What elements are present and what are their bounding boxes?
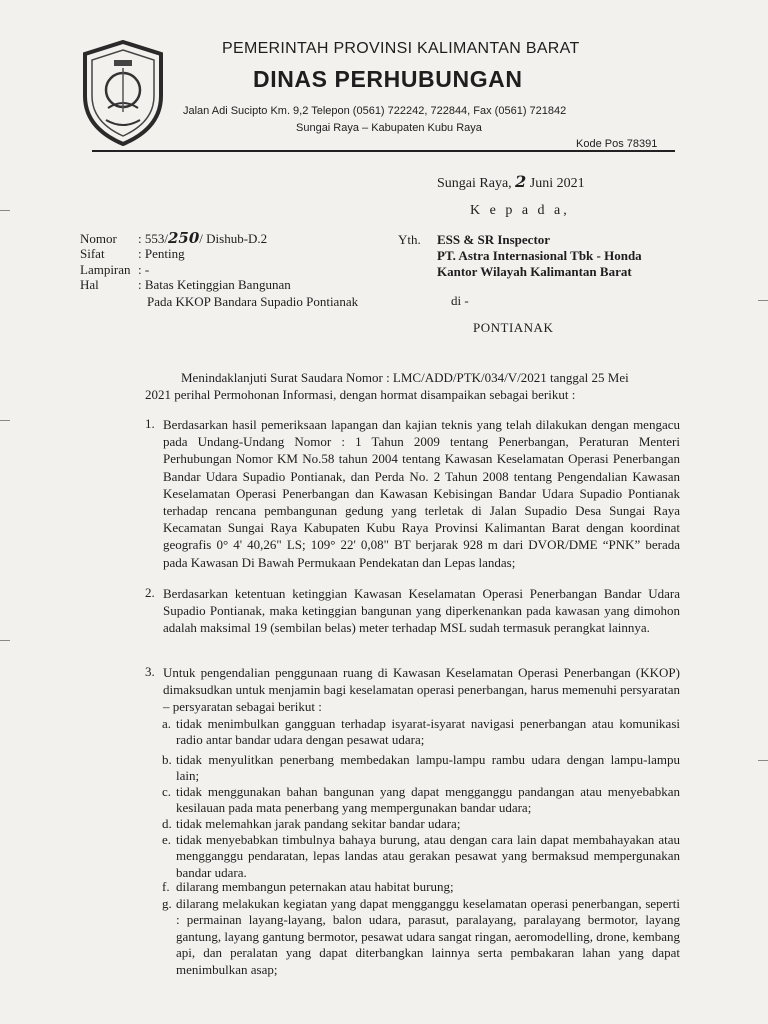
meta-lampiran bbox=[80, 262, 149, 278]
item-g-text: dilarang melakukan kegiatan yang dapat mengganggu keselamatan operasi penerbangan, seperti : permainan layang-layang, balon udara, parasut, paralayang, paralayang bermotor, layang gantung, layang gantung bermotor, pesawat udara sangat ringan, aeromodelling, drone, kembang api, dan peralatan yang dapat diterbangkan lainnya serta pembakaran lahan yang dapat menimbulkan asap; bbox=[176, 896, 680, 977]
letterhead-postal-code: Kode Pos 78391 bbox=[576, 138, 658, 150]
lampiran-label: Lampiran bbox=[80, 262, 131, 277]
item-c-text: tidak menggunakan bahan bangunan yang dapat mengganggu pandangan atau menyebabkan kesilauan pada mata penerbang yang mempergunakan bandar udara; bbox=[176, 784, 680, 816]
point3-text: Untuk pengendalian penggunaan ruang di Kawasan Keselamatan Operasi Penerbangan (KKOP) dimaksudkan untuk menjamin bagi keselamatan operasi penerbangan, harus memenuhi persyaratan – persyaratan sebagai berikut : bbox=[163, 665, 680, 715]
item-f-letter: f. bbox=[162, 879, 170, 894]
item-a-letter: a. bbox=[162, 716, 172, 731]
point1-number: 1. bbox=[145, 416, 155, 431]
intro-line2: 2021 perihal Permohonan Informasi, dengan hormat disampaikan sebagai berikut : bbox=[145, 387, 576, 402]
item-e-text: tidak menyebabkan timbulnya bahaya burung, atau dengan cara lain dapat membahayakan atau mengganggu pendaratan, lepas landas atau gerakan pesawat yang bermaksud mempergunakan bandar udara. bbox=[176, 832, 680, 880]
point1-text: Berdasarkan hasil pemeriksaan lapangan dan kajian teknis yang telah dilakukan dengan mengacu pada Undang-Undang Nomor : 1 Tahun 2009 tentang Penerbangan, Peraturan Menteri Perhubungan Nomor KM No.58 tahun 2004 tentang Kawasan Keselamatan Operasi Penerbangan Bandar Udara Supadio Pontianak, dan Perda No. 2 Tahun 2008 tentang Pengendalian Kawasan Keselamatan Operasi Penerbangan dan Kawasan Kebisingan Bandar Udara Supadio Pontianak terhadap rencana pembangunan gedung yang terletak di Jalan Supadio Desa Sungai Raya Kecamatan Sungai Raya Kabupaten Kubu Raya Provinsi Kalimantan Barat dengan koordinat geografis 0° 4' 40,26" LS; 109° 22' 0,08" BT berjarak 928 m dari DVOR/DME “PNK” berada pada Kawasan Di Bawah Permukaan Pendekatan dan Lepas landas; bbox=[163, 417, 680, 570]
recipient-di: di - bbox=[451, 293, 469, 308]
provincial-emblem-icon bbox=[78, 38, 168, 148]
binder-mark bbox=[758, 760, 768, 761]
meta-nomor bbox=[80, 229, 267, 247]
item-b-text: tidak menyulitkan penerbang membedakan lampu-lampu rambu udara dengan lampu-lampu lain; bbox=[176, 752, 680, 784]
binder-mark bbox=[0, 210, 10, 211]
meta-hal bbox=[80, 277, 291, 293]
letterhead-department: DINAS PERHUBUNGAN bbox=[253, 66, 523, 92]
nomor-handwritten: 250 bbox=[167, 229, 200, 247]
sifat-value: : Penting bbox=[138, 246, 185, 261]
letterhead-rule bbox=[92, 150, 675, 152]
binder-mark bbox=[0, 640, 10, 641]
item-f-text: dilarang membangun peternakan atau habitat burung; bbox=[176, 879, 454, 894]
item-c-letter: c. bbox=[162, 784, 172, 799]
binder-mark bbox=[0, 420, 10, 421]
item-g-letter: g. bbox=[162, 896, 172, 911]
hal-value: : Batas Ketinggian Bangunan bbox=[138, 277, 291, 292]
meta-sifat bbox=[80, 246, 185, 262]
lampiran-value: : - bbox=[138, 262, 150, 277]
date-month-year: Juni 2021 bbox=[529, 176, 585, 191]
item-e-letter: e. bbox=[162, 832, 172, 847]
date-place: Sungai Raya, bbox=[437, 176, 512, 191]
nomor-label: Nomor bbox=[80, 231, 117, 246]
letterhead-government: PEMERINTAH PROVINSI KALIMANTAN BARAT bbox=[222, 40, 580, 57]
recipient-line2: PT. Astra Internasional Tbk - Honda bbox=[437, 248, 642, 263]
point2-number: 2. bbox=[145, 585, 155, 600]
recipient-yth: Yth. bbox=[398, 232, 421, 247]
date-day-handwritten: 2 bbox=[515, 172, 527, 191]
point3-number: 3. bbox=[145, 664, 155, 679]
item-d-letter: d. bbox=[162, 816, 172, 831]
item-a-text: tidak menimbulkan gangguan terhadap isyarat-isyarat navigasi penerbangan atau komunikasi radio antar bandar udara dengan pesawat udara; bbox=[176, 716, 680, 748]
nomor-suffix: / Dishub-D.2 bbox=[199, 231, 268, 246]
recipient-line3: Kantor Wilayah Kalimantan Barat bbox=[437, 264, 632, 279]
hal-value-line2: Pada KKOP Bandara Supadio Pontianak bbox=[147, 294, 359, 309]
point2-text: Berdasarkan ketentuan ketinggian Kawasan Keselamatan Operasi Penerbangan Bandar Udara Supadio Pontianak, maka ketinggian bangunan yang diperkenankan pada kawasan yang dimohon adalah maksimal 19 (sembilan belas) meter terhadap MSL sudah termasuk perangkat lainnya. bbox=[163, 586, 680, 636]
intro-line1: Menindaklanjuti Surat Saudara Nomor : LMC/ADD/PTK/034/V/2021 tanggal 25 Mei bbox=[181, 370, 629, 385]
sifat-label: Sifat bbox=[80, 246, 105, 261]
recipient-line1: ESS & SR Inspector bbox=[437, 232, 551, 247]
hal-label: Hal bbox=[80, 277, 99, 292]
kepada-label: K e p a d a, bbox=[470, 203, 570, 218]
binder-mark bbox=[758, 300, 768, 301]
date-line bbox=[437, 172, 585, 192]
nomor-prefix: : 553/ bbox=[138, 231, 168, 246]
recipient-city: PONTIANAK bbox=[473, 320, 554, 335]
item-d-text: tidak melemahkan jarak pandang sekitar bandar udara; bbox=[176, 816, 461, 831]
letterhead-address: Jalan Adi Sucipto Km. 9,2 Telepon (0561) 722242, 722844, Fax (0561) 721842 bbox=[183, 105, 567, 117]
letterhead-city: Sungai Raya – Kabupaten Kubu Raya bbox=[296, 122, 482, 134]
item-b-letter: b. bbox=[162, 752, 172, 767]
